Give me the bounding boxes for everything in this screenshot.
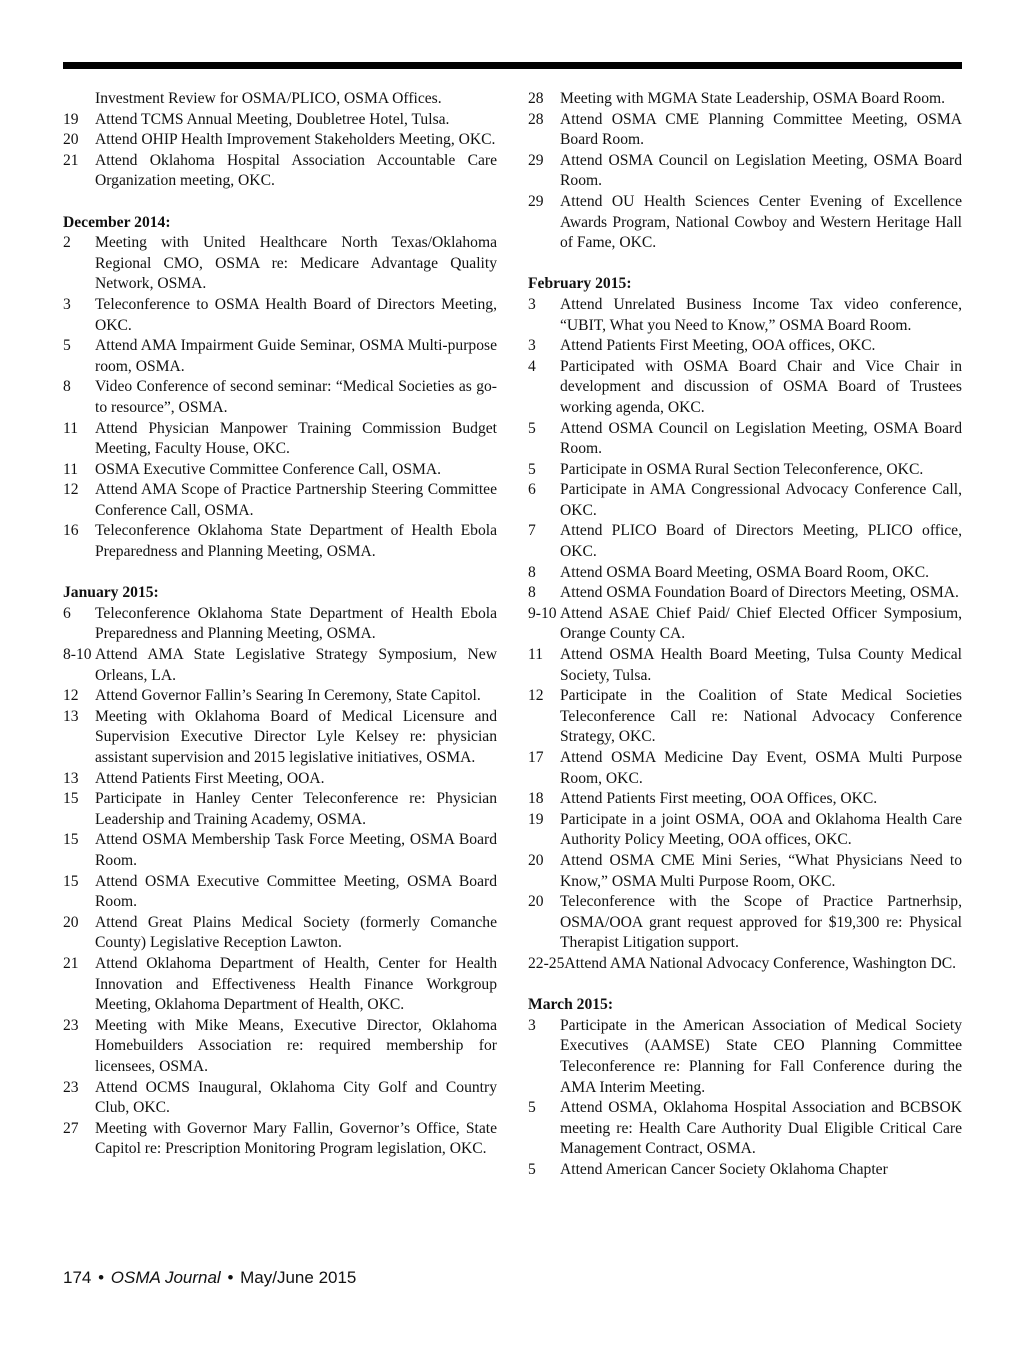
entry-text: Attend Patients First Meeting, OOA offices, OKC. xyxy=(560,337,876,355)
entry-date: 7 xyxy=(528,522,536,540)
calendar-entry xyxy=(528,1016,962,1098)
calendar-entry xyxy=(528,563,962,584)
entry-text: Attend Patients First meeting, OOA Offices, OKC. xyxy=(560,790,878,808)
entry-text: Attend OSMA Council on Legislation Meeting, OSMA Board Room. xyxy=(560,151,962,190)
entry-date: 6 xyxy=(63,604,71,622)
entry-date: 12 xyxy=(63,687,79,705)
section-heading-january: January 2015: xyxy=(63,584,159,602)
entry-date: 2 xyxy=(63,234,71,252)
calendar-entry xyxy=(528,460,962,481)
top-rule xyxy=(63,62,962,69)
entry-text: Attend Oklahoma Department of Health, Center for Health Innovation and Effectiveness Health Finance Workgroup Meeting, Oklahoma Department of Health, OKC. xyxy=(95,954,497,1014)
entry-text: Attend AMA Scope of Practice Partnership Steering Committee Conference Call, OSMA. xyxy=(95,481,497,519)
calendar-entry xyxy=(63,419,497,460)
entry-text: Participate in AMA Congressional Advocacy Conference Call, OKC. xyxy=(560,481,962,519)
entry-text: Participate in a joint OSMA, OOA and Oklahoma Health Care Authority Policy Meeting, OOA offices, OKC. xyxy=(560,810,962,849)
calendar-entry xyxy=(528,604,962,645)
calendar-entry xyxy=(528,810,962,851)
continued-entry: Investment Review for OSMA/PLICO, OSMA Offices. xyxy=(95,90,442,107)
entry-date: 20 xyxy=(63,913,79,931)
calendar-entry xyxy=(63,377,497,418)
entry-text: Teleconference Oklahoma State Department of Health Ebola Preparedness and Planning Meeting, OSMA. xyxy=(95,604,497,643)
calendar-entry xyxy=(63,769,497,790)
calendar-entry xyxy=(528,748,962,789)
entry-text: Attend AMA State Legislative Strategy Symposium, New Orleans, LA. xyxy=(95,646,497,684)
entry-date: 4 xyxy=(528,357,536,375)
entry-text: Meeting with MGMA State Leadership, OSMA Board Room. xyxy=(560,90,946,107)
entry-date: 8 xyxy=(528,563,536,581)
entry-text: Attend OHIP Health Improvement Stakeholders Meeting, OKC. xyxy=(95,131,496,149)
entry-date: 11 xyxy=(63,460,79,478)
calendar-entry xyxy=(528,954,962,975)
entry-date: 5 xyxy=(528,1099,536,1117)
entry-text: Attend TCMS Annual Meeting, Doubletree Hotel, Tulsa. xyxy=(95,110,450,128)
section-heading-december: December 2014: xyxy=(63,213,171,231)
entry-date: 20 xyxy=(63,131,79,149)
entry-text: Meeting with Oklahoma Board of Medical Licensure and Supervision Executive Director Lyle Kelsey re: physician assistant supervision and 2015 legislative initiatives, OSMA. xyxy=(95,707,497,766)
entry-date: 9-10 xyxy=(528,604,557,622)
entry-date: 8 xyxy=(528,584,536,602)
calendar-entry xyxy=(528,192,962,254)
pre-entries-list xyxy=(528,89,962,254)
calendar-entry xyxy=(63,789,497,830)
entry-date: 3 xyxy=(528,295,536,313)
calendar-entry xyxy=(63,1016,497,1078)
entry-date: 15 xyxy=(63,790,79,808)
calendar-entry xyxy=(63,1119,497,1160)
entry-text: Attend OU Health Sciences Center Evening of Excellence Awards Program, National Cowboy and Western Heritage Hall of Fame, OKC. xyxy=(560,192,962,252)
calendar-entry xyxy=(528,89,962,110)
calendar-entry xyxy=(63,954,497,1016)
calendar-entry xyxy=(528,419,962,460)
calendar-entry xyxy=(63,480,497,521)
entry-text: Meeting with Governor Mary Fallin, Governor’s Office, State Capitol re: Prescription Monitoring Program legislation, OKC. xyxy=(95,1119,497,1158)
entry-date: 5 xyxy=(63,337,71,355)
footer-separator: • xyxy=(98,1268,105,1287)
entry-text: Attend OSMA Medicine Day Event, OSMA Multi Purpose Room, OKC. xyxy=(560,749,962,787)
calendar-entry xyxy=(63,521,497,562)
entry-text: Attend OSMA Foundation Board of Directors Meeting, OSMA. xyxy=(560,584,959,602)
entry-text: Participate in the American Association of Medical Society Executives (AAMSE) State CEO Planning Committee Teleconference re: Planning for Fall Conference during the AMA Interim Meeting. xyxy=(560,1016,962,1096)
calendar-entry xyxy=(528,295,962,336)
calendar-entry xyxy=(528,336,962,357)
february-entries-list xyxy=(528,295,962,975)
issue-date: May/June 2015 xyxy=(240,1268,357,1287)
entry-text: Attend American Cancer Society Oklahoma Chapter xyxy=(560,1160,888,1178)
entry-text: Attend OSMA Membership Task Force Meeting, OSMA Board Room. xyxy=(95,831,497,869)
entry-date: 6 xyxy=(528,481,536,499)
entry-text: Attend ASAE Chief Paid/ Chief Elected Officer Symposium, Orange County CA. xyxy=(560,604,962,643)
entry-date: 28 xyxy=(528,90,544,107)
calendar-entry xyxy=(63,336,497,377)
entry-text: Participate in the Coalition of State Medical Societies Teleconference Call re: National Advocacy Conference Strategy, OKC. xyxy=(560,687,962,746)
calendar-entry xyxy=(63,460,497,481)
entry-date: 29 xyxy=(528,151,544,169)
calendar-entry xyxy=(528,789,962,810)
entry-date: 3 xyxy=(528,1016,536,1034)
entry-text: Participated with OSMA Board Chair and Vice Chair in development and discussion of OSMA Board of Trustees working agenda, OKC. xyxy=(560,357,962,416)
calendar-entry xyxy=(63,645,497,686)
entry-text: Attend Governor Fallin’s Searing In Ceremony, State Capitol. xyxy=(95,687,481,705)
section-heading-february: February 2015: xyxy=(528,275,632,293)
calendar-entry xyxy=(63,707,497,769)
calendar-entry xyxy=(528,1160,962,1181)
entry-date: 21 xyxy=(63,151,79,169)
entry-date: 15 xyxy=(63,872,79,890)
entry-date: 28 xyxy=(528,110,544,128)
entry-date: 12 xyxy=(528,687,544,705)
entry-text: Attend OSMA Board Meeting, OSMA Board Room, OKC. xyxy=(560,563,930,581)
entry-text: Meeting with Mike Means, Executive Director, Oklahoma Homebuilders Association re: required membership for licensees, OSMA. xyxy=(95,1016,497,1075)
entry-text: Teleconference Oklahoma State Department of Health Ebola Preparedness and Planning Meeting, OSMA. xyxy=(95,522,497,561)
entry-date: 16 xyxy=(63,522,79,540)
entry-text: Attend Unrelated Business Income Tax video conference, “UBIT, What you Need to Know,” OSMA Board Room. xyxy=(560,295,962,334)
calendar-entry xyxy=(528,645,962,686)
entry-date: 29 xyxy=(528,192,544,210)
calendar-entry xyxy=(63,151,497,192)
entry-date: 13 xyxy=(63,707,79,725)
entry-date: 8 xyxy=(63,378,71,396)
calendar-entry xyxy=(63,110,497,131)
entry-date: 19 xyxy=(528,810,544,828)
calendar-entry xyxy=(528,851,962,892)
entry-text: Participate in OSMA Rural Section Teleconference, OKC. xyxy=(560,460,924,478)
entry-text: Attend OSMA CME Mini Series, “What Physicians Need to Know,” OSMA Multi Purpose Room, OKC. xyxy=(560,851,962,890)
calendar-entry xyxy=(528,151,962,192)
section-heading-march: March 2015: xyxy=(528,996,614,1014)
calendar-entry xyxy=(63,1078,497,1119)
entry-date: 22-25 xyxy=(528,954,565,972)
calendar-entry xyxy=(528,892,962,954)
entry-date: 5 xyxy=(528,460,536,478)
entry-text: Attend OSMA CME Planning Committee Meeting, OSMA Board Room. xyxy=(560,110,962,149)
pre-entries-list xyxy=(63,110,497,192)
entry-date: 3 xyxy=(528,337,536,355)
page-number: 174 xyxy=(63,1268,92,1287)
entry-text: Attend OSMA Executive Committee Meeting, OSMA Board Room. xyxy=(95,872,497,911)
entry-text: Attend AMA Impairment Guide Seminar, OSMA Multi-purpose room, OSMA. xyxy=(95,337,497,375)
calendar-entry xyxy=(528,480,962,521)
footer-separator: • xyxy=(227,1268,234,1287)
calendar-entry xyxy=(528,686,962,748)
entry-date: 3 xyxy=(63,295,71,313)
right-column xyxy=(528,89,962,1180)
entry-text: Attend OSMA Health Board Meeting, Tulsa County Medical Society, Tulsa. xyxy=(560,646,962,684)
entry-text: Video Conference of second seminar: “Medical Societies as go-to resource”, OSMA. xyxy=(95,378,497,416)
entry-text: Attend Oklahoma Hospital Association Accountable Care Organization meeting, OKC. xyxy=(95,151,497,190)
entry-text: Teleconference to OSMA Health Board of Directors Meeting, OKC. xyxy=(95,295,497,334)
entry-text: Attend OSMA Council on Legislation Meeting, OSMA Board Room. xyxy=(560,419,962,458)
entry-date: 23 xyxy=(63,1078,79,1096)
calendar-entry xyxy=(63,686,497,707)
entry-text: Attend Great Plains Medical Society (formerly Comanche County) Legislative Reception Lawton. xyxy=(95,913,497,952)
march-entries-list xyxy=(528,1016,962,1181)
entry-text: Attend OSMA, Oklahoma Hospital Association and BCBSOK meeting re: Health Care Authority Dual Eligible Critical Care Management Contract, OSMA. xyxy=(560,1099,962,1158)
entry-date: 5 xyxy=(528,1160,536,1178)
entry-date: 12 xyxy=(63,481,79,499)
december-entries-list xyxy=(63,233,497,563)
january-entries-list xyxy=(63,604,497,1160)
entry-date: 11 xyxy=(528,646,544,664)
page-footer xyxy=(63,1268,356,1288)
calendar-entry xyxy=(528,1098,962,1160)
entry-date: 8-10 xyxy=(63,646,92,664)
entry-date: 20 xyxy=(528,893,544,911)
entry-date: 15 xyxy=(63,831,79,849)
entry-date: 20 xyxy=(528,851,544,869)
left-column xyxy=(63,89,497,1160)
entry-date: 5 xyxy=(528,419,536,437)
calendar-entry xyxy=(528,357,962,419)
entry-text: Meeting with United Healthcare North Texas/Oklahoma Regional CMO, OSMA re: Medicare Advantage Quality Network, OSMA. xyxy=(95,234,497,293)
entry-date: 19 xyxy=(63,110,79,128)
calendar-entry xyxy=(63,295,497,336)
entry-date: 13 xyxy=(63,769,79,787)
calendar-entry xyxy=(528,110,962,151)
entry-date: 17 xyxy=(528,749,544,766)
entry-date: 18 xyxy=(528,790,544,808)
entry-text: Attend Physician Manpower Training Commission Budget Meeting, Faculty House, OKC. xyxy=(95,419,497,458)
calendar-entry xyxy=(63,130,497,151)
calendar-entry xyxy=(63,604,497,645)
entry-date: 11 xyxy=(63,419,79,437)
entry-text: Attend PLICO Board of Directors Meeting, PLICO office, OKC. xyxy=(560,522,962,561)
entry-text: Attend Patients First Meeting, OOA. xyxy=(95,769,325,787)
entry-date: 27 xyxy=(63,1119,79,1137)
entry-text: OSMA Executive Committee Conference Call, OSMA. xyxy=(95,460,442,478)
entry-text: Participate in Hanley Center Teleconference re: Physician Leadership and Training Academy, OSMA. xyxy=(95,790,497,828)
calendar-entry xyxy=(528,583,962,604)
calendar-entry xyxy=(63,830,497,871)
entry-date: 23 xyxy=(63,1016,79,1034)
calendar-entry xyxy=(63,872,497,913)
calendar-entry xyxy=(528,521,962,562)
journal-title: OSMA Journal xyxy=(110,1268,221,1287)
entry-date: 21 xyxy=(63,954,79,972)
entry-text: Attend OCMS Inaugural, Oklahoma City Golf and Country Club, OKC. xyxy=(95,1078,497,1117)
entry-text: Teleconference with the Scope of Practice Partnerhsip, OSMA/OOA grant request approved for $19,300 re: Physical Therapist Litigation support. xyxy=(560,893,962,952)
entry-text: Attend AMA National Advocacy Conference, Washington DC. xyxy=(564,954,957,972)
calendar-entry xyxy=(63,913,497,954)
calendar-entry xyxy=(63,233,497,295)
